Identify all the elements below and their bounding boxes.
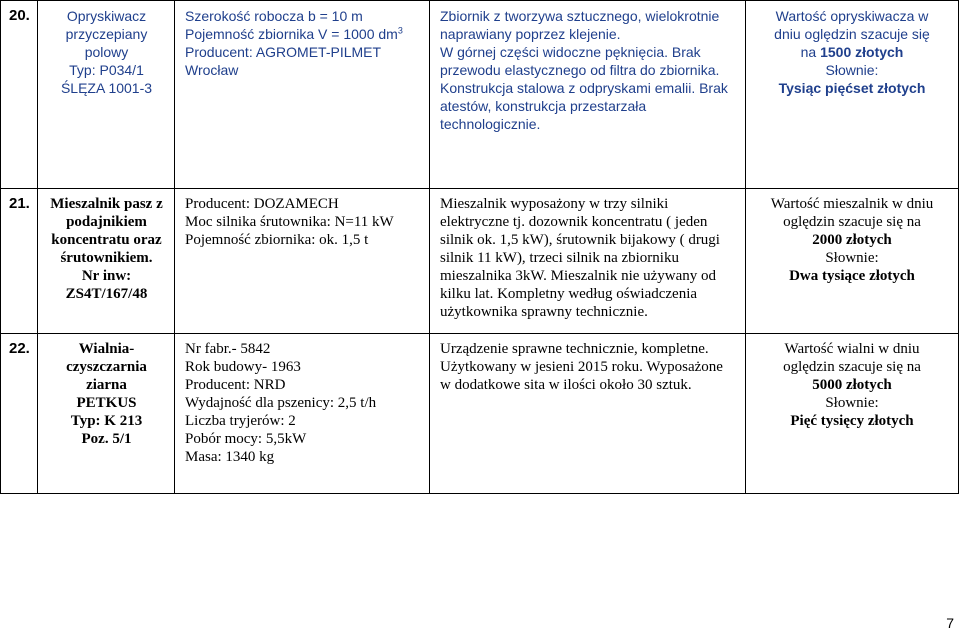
value-line: Wartość wialni w dniu: [784, 341, 920, 357]
item-specification: [175, 189, 430, 333]
spec-line: Szerokość robocza b = 10 m: [185, 8, 363, 24]
item-name: [38, 189, 175, 333]
value-amount: 5000 złotych: [812, 377, 892, 393]
desc-line: Użytkowany w jesieni 2015 roku. Wyposażone: [440, 359, 723, 375]
item-name-line: polowy: [84, 44, 129, 60]
desc-line: Zbiornik z tworzywa sztucznego, wielokrotnie: [440, 8, 720, 24]
item-name-line: Nr inw:: [81, 268, 132, 284]
item-name-line: śrutownikiem.: [60, 250, 153, 266]
desc-line: elektryczne tj. dozownik koncentratu ( jeden: [440, 214, 708, 230]
item-description: [430, 189, 746, 333]
value-amount: 1500 złotych: [820, 44, 904, 60]
item-specification: [175, 334, 430, 493]
value-words: Dwa tysiące złotych: [789, 268, 915, 284]
item-name-line: Typ: P034/1: [69, 62, 144, 78]
value-line: Wartość mieszalnik w dniu: [770, 196, 934, 212]
value-line: Wartość opryskiwacza w: [775, 8, 929, 24]
item-name: [38, 1, 175, 188]
value-words-label: Słownie:: [825, 395, 879, 411]
spec-capacity-exponent: 3: [397, 25, 403, 36]
row-number: 22.: [1, 334, 38, 493]
desc-line: kilku lat. Kompletny według oświadczenia: [440, 286, 698, 302]
spec-line: Rok budowy- 1963: [185, 359, 301, 375]
value-words-label: Słownie:: [825, 62, 879, 78]
spec-line: Wrocław: [185, 62, 239, 78]
desc-line: naprawiany poprzez klejenie.: [440, 26, 621, 42]
item-name: [38, 334, 175, 493]
spec-line: Pobór mocy: 5,5kW: [185, 431, 307, 447]
value-words: Tysiąc pięćset złotych: [778, 80, 926, 96]
item-name-line: ŚLĘZA 1001-3: [60, 80, 153, 96]
item-name-line: Mieszalnik pasz z: [50, 196, 163, 212]
value-line: oględzin szacuje się na: [783, 359, 921, 375]
desc-line: przewodu elastycznego od filtra do zbiornika.: [440, 62, 720, 78]
item-value: [746, 334, 959, 493]
item-name-line: Wialnia-: [78, 341, 135, 357]
value-line: [752, 43, 952, 61]
spec-line: Nr fabr.- 5842: [185, 341, 271, 357]
item-name-line: przyczepiany: [65, 26, 148, 42]
desc-line: atestów, konstrukcja przestarzała: [440, 98, 647, 114]
item-name-line: Opryskiwacz: [66, 8, 147, 24]
spec-line: Producent: NRD: [185, 377, 286, 393]
table-row: [1, 334, 959, 494]
spec-capacity: Pojemność zbiornika V = 1000 dm: [185, 26, 398, 42]
desc-line: w dodatkowe sita w ilości około 30 sztuk.: [440, 377, 692, 393]
item-name-line: Typ: K 213: [70, 413, 143, 429]
item-name-line: czyszczarnia: [66, 359, 147, 375]
desc-line: Konstrukcja stalowa z odpryskami emalii. Brak: [440, 80, 728, 96]
item-name-line: PETKUS: [76, 395, 137, 411]
spec-line: Liczba tryjerów: 2: [185, 413, 296, 429]
row-number: 20.: [1, 1, 38, 188]
item-value: [746, 189, 959, 333]
value-prefix: na: [800, 44, 821, 60]
table-row: [1, 1, 959, 189]
value-words: Pięć tysięcy złotych: [790, 413, 914, 429]
desc-line: silnik 11 kW), trzeci silnik na zbiorniku: [440, 250, 679, 266]
item-value: [746, 1, 959, 188]
spec-line: Moc silnika śrutownika: N=11 kW: [185, 214, 394, 230]
item-name-line: Poz. 5/1: [81, 431, 132, 447]
desc-line: technologicznie.: [440, 116, 541, 132]
desc-line: użytkownika sprawny technicznie.: [440, 304, 648, 320]
value-amount: 2000 złotych: [812, 232, 892, 248]
desc-line: silnik ok. 1,5 kW), śrutownik bijakowy ( drugi: [440, 232, 720, 248]
spec-line: [185, 25, 423, 43]
desc-line: Mieszalnik wyposażony w trzy silniki: [440, 196, 669, 212]
value-line: dniu oględzin szacuje się: [774, 26, 930, 42]
item-description: [430, 334, 746, 493]
item-specification: [175, 1, 430, 188]
table-row: [1, 189, 959, 334]
spec-line: Producent: DOZAMECH: [185, 196, 339, 212]
value-words-label: Słownie:: [825, 250, 879, 266]
item-name-line: ZS4T/167/48: [65, 286, 148, 302]
desc-line: mieszalnika 3kW. Mieszalnik nie używany od: [440, 268, 717, 284]
item-name-line: ziarna: [86, 377, 127, 393]
item-description: [430, 1, 746, 188]
row-number: 21.: [1, 189, 38, 333]
spec-line: Masa: 1340 kg: [185, 449, 275, 465]
item-name-line: koncentratu oraz: [51, 232, 162, 248]
item-name-line: podajnikiem: [66, 214, 147, 230]
desc-line: Urządzenie sprawne technicznie, kompletne.: [440, 341, 709, 357]
spec-line: Producent: AGROMET-PILMET: [185, 44, 382, 60]
spec-line: Wydajność dla pszenicy: 2,5 t/h: [185, 395, 377, 411]
spec-line: Pojemność zbiornika: ok. 1,5 t: [185, 232, 369, 248]
desc-line: W górnej części widoczne pęknięcia. Brak: [440, 44, 701, 60]
value-line: oględzin szacuje się na: [783, 214, 921, 230]
page-number: 7: [946, 615, 954, 631]
